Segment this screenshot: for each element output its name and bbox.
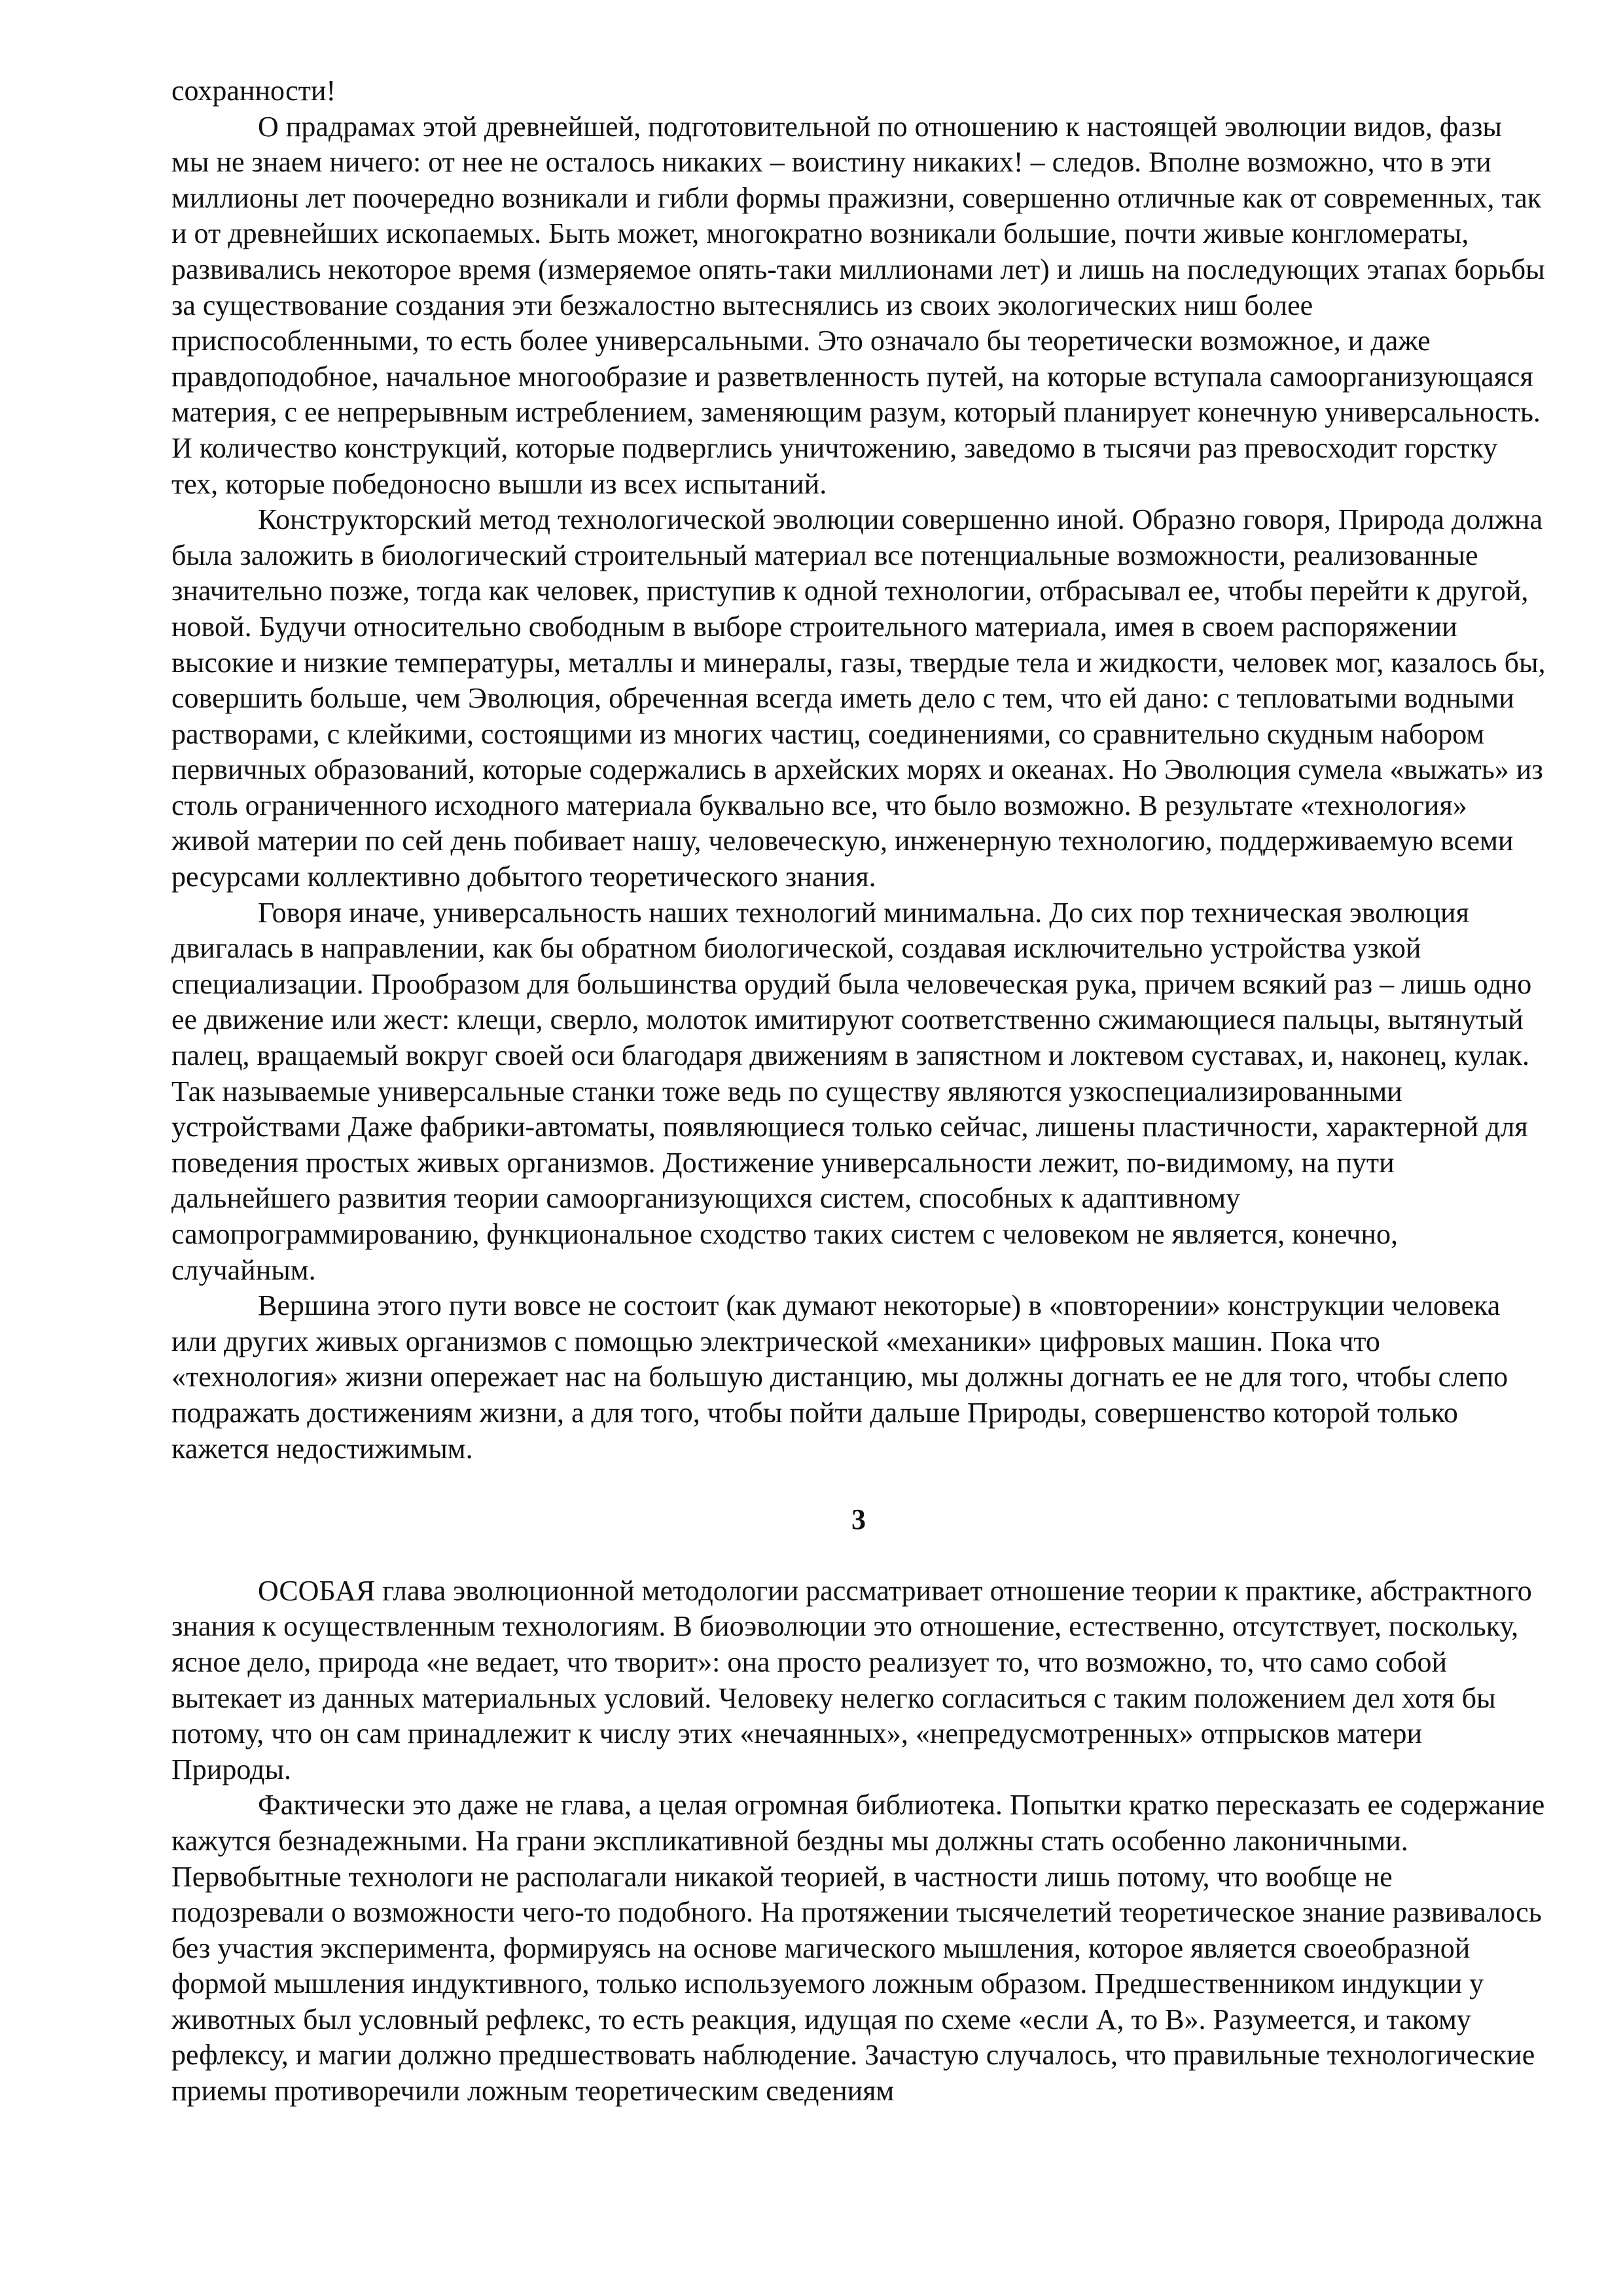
paragraph-7: Фактически это даже не глава, а целая огромная библиотека. Попытки кратко пересказать ее содержание кажутся безнадежными. На грани экспликативной бездны мы должны стать особенно лаконичными. Первобытные технологи не располагали никакой теорией, в частности лишь потому, что вообще не подозревали о возможности чего-то подобного. На протяжении тысячелетий теоретическое знание развивалось без участия эксперимента, формируясь на основе магического мышления, которое является своеобразной формой мышления индуктивного, только используемого ложным образом. Предшественником индукции у животных был условный рефлекс, то есть реакция, идущая по схеме «если А, то В». Разумеется, и такому рефлексу, и магии должно предшествовать наблюдение. Зачастую случалось, что правильные технологические приемы противоречили ложным теоретическим сведениям <box>171 1789 1545 2108</box>
document-page <box>171 73 1546 2109</box>
paragraph-5: Вершина этого пути вовсе не состоит (как думают некоторые) в «повторении» конструкции человека или других живых организмов с помощью электрической «механики» цифровых машин. Пока что «технология» жизни опережает нас на большую дистанцию, мы должны догнать ее не для того, чтобы слепо подражать достижениям жизни, а для того, чтобы пойти дальше Природы, совершенство которой только кажется недостижимым. <box>171 1289 1508 1465</box>
paragraph-2: О прадрамах этой древнейшей, подготовительной по отношению к настоящей эволюции видов, фазы мы не знаем ничего: от нее не осталось никаких – воистину никаких! – следов. Вполне возможно, что в эти миллионы лет поочередно возникали и гибли формы пражизни, совершенно отличные как от современных, так и от древнейших ископаемых. Быть может, многократно возникали большие, почти живые конгломераты, развивались некоторое время (измеряемое опять-таки миллионами лет) и лишь на последующих этапах борьбы за существование создания эти безжалостно вытеснялись из своих экологических ниш более приспособленными, то есть более универсальными. Это означало бы теоретически возможное, и даже правдоподобное, начальное многообразие и разветвленность путей, на которые вступала самоорганизующаяся материя, с ее непрерывным истреблением, заменяющим разум, который планирует конечную универсальность. И количество конструкций, которые подверглись уничтожению, заведомо в тысячи раз превосходит горстку тех, которые победоносно вышли из всех испытаний. <box>171 110 1545 500</box>
paragraph-1: сохранности! <box>171 75 336 107</box>
paragraph-6: ОСОБАЯ глава эволюционной методологии рассматривает отношение теории к практике, абстрактного знания к осуществленным технологиям. В биоэволюции это отношение, естественно, отсутствует, поскольку, ясное дело, природа «не ведает, что творит»: она просто реализует то, что возможно, то, что само собой вытекает из данных материальных условий. Человеку нелегко согласиться с таким положением дел хотя бы потому, что он сам принадлежит к числу этих «нечаянных», «непредусмотренных» отпрысков матери Природы. <box>171 1574 1532 1785</box>
chapter-number: 3 <box>851 1503 866 1536</box>
paragraph-3: Конструкторский метод технологической эволюции совершенно иной. Образно говоря, Природа должна была заложить в биологический строительный материал все потенциальные возможности, реализованные значительно позже, тогда как человек, приступив к одной технологии, отбрасывал ее, чтобы перейти к другой, новой. Будучи относительно свободным в выборе строительного материала, имея в своем распоряжении высокие и низкие температуры, металлы и минералы, газы, твердые тела и жидкости, человек мог, казалось бы, совершить больше, чем Эволюция, обреченная всегда иметь дело с тем, что ей дано: с тепловатыми водными растворами, с клейкими, состоящими из многих частиц, соединениями, со сравнительно скудным набором первичных образований, которые содержались в архейских морях и океанах. Но Эволюция сумела «выжать» из столь ограниченного исходного материала буквально все, что было возможно. В результате «технология» живой материи по сей день побивает нашу, человеческую, инженерную технологию, поддерживаемую всеми ресурсами коллективно добытого теоретического знания. <box>171 503 1546 893</box>
paragraph-4: Говоря иначе, универсальность наших технологий минимальна. До сих пор техническая эволюция двигалась в направлении, как бы обратном биологической, создавая исключительно устройства узкой специализации. Прообразом для большинства орудий была человеческая рука, причем всякий раз – лишь одно ее движение или жест: клещи, сверло, молоток имитируют соответственно сжимающиеся пальцы, вытянутый палец, вращаемый вокруг своей оси благодаря движениям в запястном и локтевом суставах, и, наконец, кулак. Так называемые универсальные станки тоже ведь по существу являются узкоспециализированными устройствами Даже фабрики-автоматы, появляющиеся только сейчас, лишены пластичности, характерной для поведения простых живых организмов. Достижение универсальности лежит, по-видимому, на пути дальнейшего развития теории самоорганизующихся систем, способных к адаптивному самопрограммированию, функциональное сходство таких систем с человеком не является, конечно, случайным. <box>171 896 1532 1286</box>
